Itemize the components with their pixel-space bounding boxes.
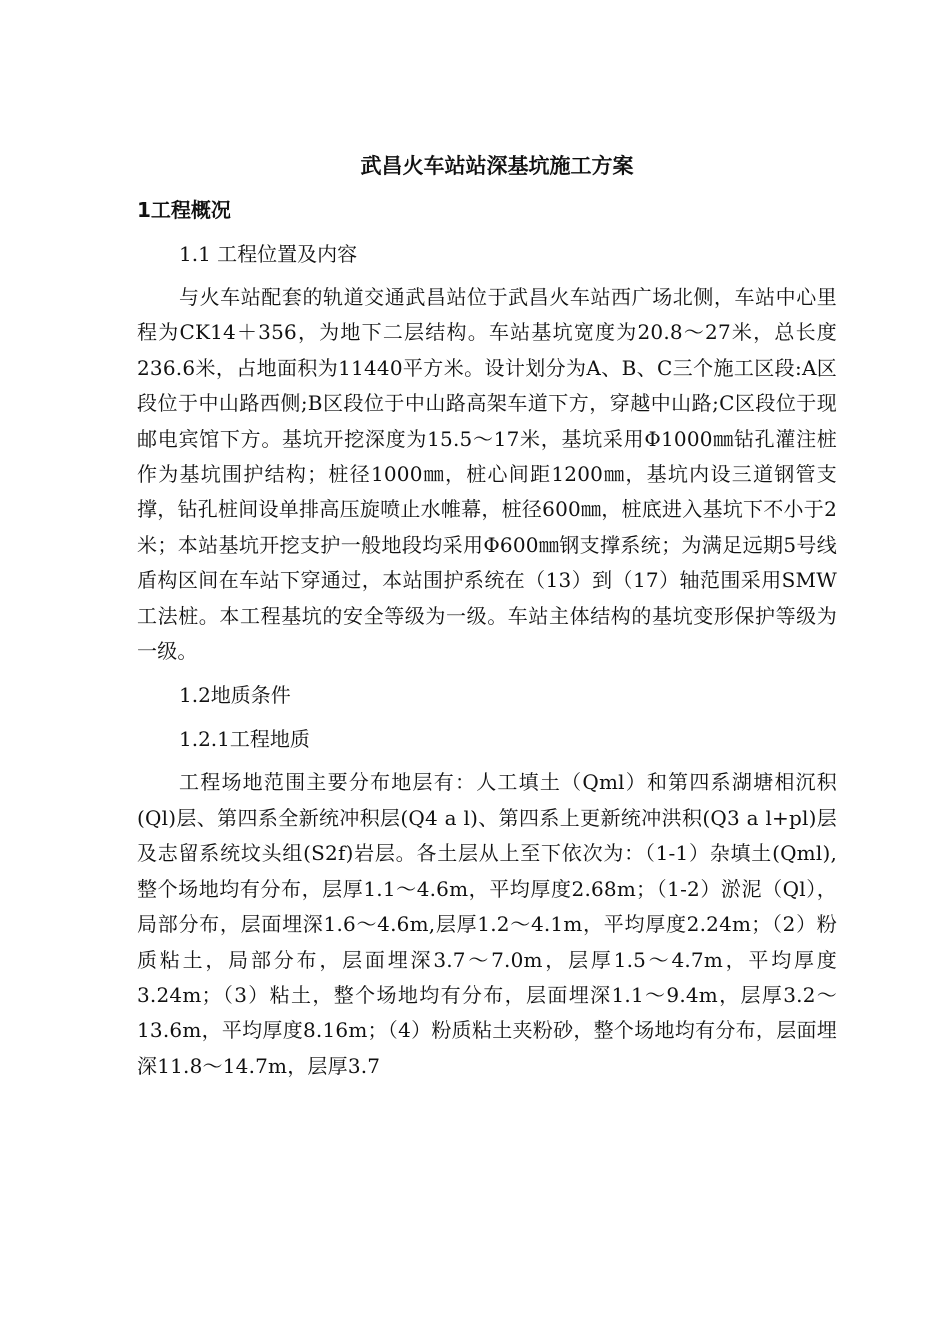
document-body [137, 148, 837, 1092]
section-heading-1: 1工程概况 [137, 198, 231, 222]
document-title: 武昌火车站站深基坑施工方案 [360, 154, 634, 178]
subsection-heading-1-1: 1.1 工程位置及内容 [179, 242, 358, 266]
paragraph-project-location: 与火车站配套的轨道交通武昌站位于武昌火车站西广场北侧，车站中心里程为CK14＋356，为地下二层结构。车站基坑宽度为20.8～27米，总长度236.6米，占地面积为11440平方米。设计划分为A、B、C三个施工区段:A区段位于中山路西侧;B区段位于中山路高架车道下方，穿越中山路;C区段位于现邮电宾馆下方。基坑开挖深度为15.5～17米，基坑采用Φ1000㎜钻孔灌注桩作为基坑围护结构；桩径1000㎜，桩心间距1200㎜，基坑内设三道钢管支撑，钻孔桩间设单排高压旋喷止水帷幕，桩径600㎜，桩底进入基坑下不小于2米；本站基坑开挖支护一般地段均采用Φ600㎜钢支撑系统；为满足远期5号线盾构区间在车站下穿通过，本站围护系统在（13）到（17）轴范围采用SMW工法桩。本工程基坑的安全等级为一级。车站主体结构的基坑变形保护等级为一级。 [137, 285, 837, 664]
subsection-heading-1-2-1: 1.2.1工程地质 [179, 727, 310, 752]
subsection-heading-1-2: 1.2地质条件 [179, 683, 291, 708]
paragraph-engineering-geology: 工程场地范围主要分布地层有：人工填土（Qml）和第四系湖塘相沉积(Ql)层、第四系全新统冲积层(Q4 a l)、第四系上更新统冲洪积(Q3 a l+pl)层及志留系统坟头组(S2f)岩层。各土层从上至下依次为：（1-1）杂填土(Qml),整个场地均有分布，层厚1.1～4.6m，平均厚度2.68m；（1-2）淤泥（Ql），局部分布，层面埋深1.6～4.6m,层厚1.2～4.1m，平均厚度2.24m；（2）粉质粘土，局部分布，层面埋深3.7～7.0m，层厚1.5～4.7m，平均厚度3.24m；（3）粘土，整个场地均有分布，层面埋深1.1～9.4m，层厚3.2～13.6m，平均厚度8.16m；（4）粉质粘土夹粉砂，整个场地均有分布，层面埋深11.8～14.7m，层厚3.7 [137, 770, 837, 1078]
